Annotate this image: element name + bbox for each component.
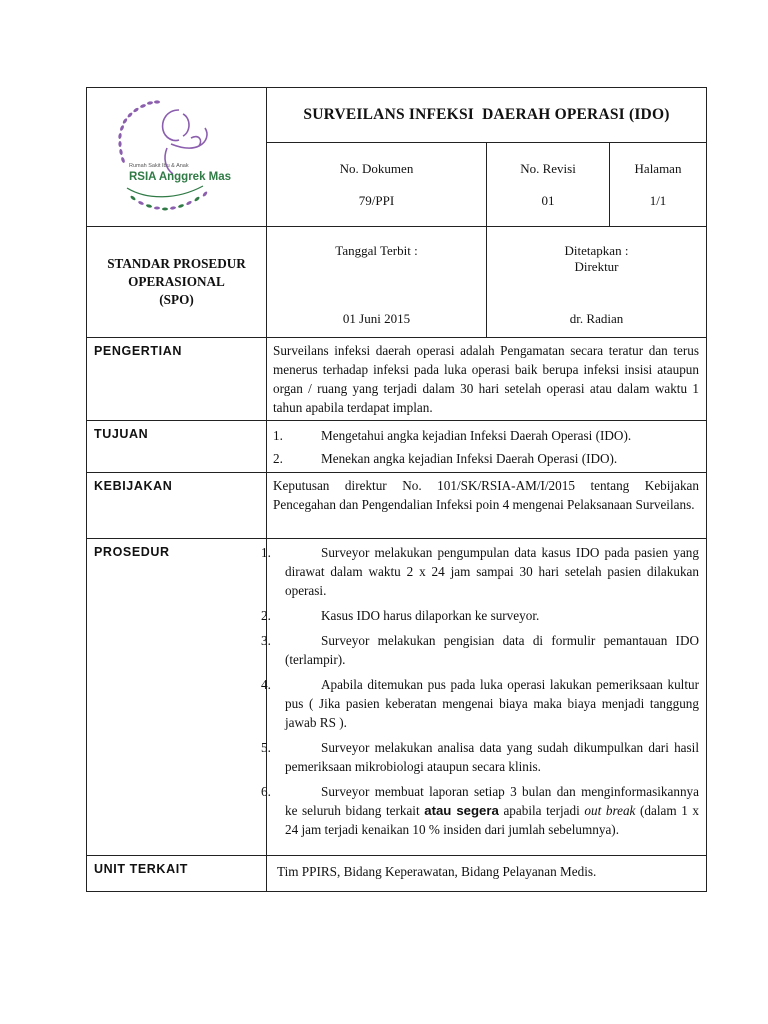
list-item-number: 6. bbox=[261, 784, 271, 799]
list-item bbox=[273, 426, 699, 445]
leaf-arc-purple bbox=[118, 100, 160, 163]
list-item-number: 3. bbox=[261, 633, 271, 648]
list-item-number: 4. bbox=[261, 677, 271, 692]
list-item bbox=[261, 631, 699, 669]
list-item-number: 2. bbox=[261, 608, 271, 623]
logo-small-text: Rumah Sakit Ibu & Anak bbox=[129, 163, 189, 169]
list-item bbox=[261, 606, 699, 625]
tujuan-label: TUJUAN bbox=[87, 421, 267, 473]
pengertian-text: Surveilans infeksi daerah operasi adalah Pengamatan secara teratur dan terus menerus terhadap infeksi pada luka operasi baik berupa infeksi insisi ataupun organ / ruang yang terjadi dalam 30 hari setelah operasi atau dalam waktu 1 tahun apabila terdapat implan. bbox=[267, 338, 707, 421]
no-revisi-label: No. Revisi bbox=[520, 160, 576, 176]
list-item-text-c: (dalam 1 x 24 jam terjadi kenaikan 10 % insiden dari jumlah sebelumnya). bbox=[285, 803, 699, 837]
list-item bbox=[261, 543, 699, 600]
tanggal-terbit-value: 01 Juni 2015 bbox=[342, 311, 411, 326]
list-item bbox=[261, 738, 699, 776]
ditetapkan-role: Direktur bbox=[574, 259, 619, 274]
list-item-italic-text: out break bbox=[584, 803, 636, 818]
kebijakan-text: Keputusan direktur No. 101/SK/RSIA-AM/I/2015 tentang Kebijakan Pencegahan dan Pengendalian Infeksi poin 4 mengenai Pelaksanaan Surveilans. bbox=[267, 473, 707, 539]
list-item-text: Menekan angka kejadian Infeksi Daerah Operasi (IDO). bbox=[321, 451, 618, 466]
list-item-bold-text: atau segera bbox=[424, 803, 499, 818]
prosedur-list bbox=[261, 543, 699, 839]
list-item-text: Mengetahui angka kejadian Infeksi Daerah Operasi (IDO). bbox=[321, 428, 632, 443]
list-item bbox=[261, 782, 699, 839]
list-item-number: 2. bbox=[273, 451, 283, 466]
no-revisi-value: 01 bbox=[541, 192, 555, 208]
list-item-text: Surveyor melakukan pengisian data di formulir pemantauan IDO (terlampir). bbox=[285, 633, 699, 667]
spo-title-line3: (SPO) bbox=[159, 292, 194, 307]
hospital-logo bbox=[87, 88, 266, 226]
prosedur-label: PROSEDUR bbox=[87, 539, 267, 856]
pengertian-label: PENGERTIAN bbox=[87, 338, 267, 421]
list-item-text-a: Surveyor membuat laporan setiap 3 bulan dan menginformasikannya ke seluruh bidang terkait bbox=[285, 784, 699, 818]
list-item bbox=[273, 449, 699, 468]
halaman-cell bbox=[610, 143, 707, 227]
document-title: SURVEILANS INFEKSI DAERAH OPERASI (IDO) bbox=[303, 106, 670, 123]
logo-cell bbox=[87, 88, 267, 227]
ditetapkan-cell bbox=[487, 227, 707, 338]
list-item-number: 5. bbox=[261, 740, 271, 755]
logo-green-curve bbox=[127, 186, 203, 197]
list-item-text: Apabila ditemukan pus pada luka operasi lakukan pemeriksaan kultur pus ( Jika pasien keberatan mengenai biaya maka biaya menjadi tanggung jawab RS ). bbox=[285, 677, 699, 730]
unit-terkait-label: UNIT TERKAIT bbox=[87, 856, 267, 892]
list-item-text: Surveyor melakukan pengumpulan data kasus IDO pada pasien yang dirawat dalam waktu 2 x 24 jam sampai 30 hari setelah pasien dilakukan operasi. bbox=[285, 545, 699, 598]
title-cell bbox=[267, 88, 707, 143]
tanggal-terbit-label: Tanggal Terbit : bbox=[335, 243, 418, 258]
spo-title-cell bbox=[87, 227, 267, 338]
prosedur-list-cell bbox=[261, 539, 707, 856]
spo-title bbox=[87, 255, 266, 309]
logo-hospital-name: RSIA Anggrek Mas bbox=[129, 171, 232, 183]
list-item-number: 1. bbox=[273, 428, 283, 443]
list-item-number: 1. bbox=[261, 545, 271, 560]
halaman-value: 1/1 bbox=[649, 192, 667, 208]
list-item-text-b: apabila terjadi bbox=[498, 803, 585, 818]
spo-title-line2: OPERASIONAL bbox=[128, 274, 225, 289]
list-item-text: Kasus IDO harus dilaporkan ke surveyor. bbox=[321, 608, 540, 623]
no-revisi-cell bbox=[487, 143, 610, 227]
tujuan-list bbox=[273, 426, 699, 468]
spo-title-line1: STANDAR PROSEDUR bbox=[107, 256, 246, 271]
kebijakan-label: KEBIJAKAN bbox=[87, 473, 267, 539]
no-dokumen-cell bbox=[267, 143, 487, 227]
no-dokumen-value: 79/PPI bbox=[358, 192, 395, 208]
halaman-label: Halaman bbox=[634, 160, 682, 176]
list-item-text: Surveyor melakukan analisa data yang sudah dikumpulkan dari hasil pemeriksaan mikrobiologi ataupun secara klinis. bbox=[285, 740, 699, 774]
ditetapkan-name: dr. Radian bbox=[569, 311, 624, 326]
spo-document-table bbox=[86, 87, 707, 892]
ditetapkan-label: Ditetapkan : bbox=[564, 243, 629, 258]
hospital-logo-icon bbox=[87, 88, 265, 226]
no-dokumen-label: No. Dokumen bbox=[339, 160, 414, 176]
unit-terkait-text: Tim PPIRS, Bidang Keperawatan, Bidang Pelayanan Medis. bbox=[267, 856, 707, 892]
tanggal-terbit-cell bbox=[267, 227, 487, 338]
tujuan-list-cell bbox=[267, 421, 707, 473]
list-item bbox=[261, 675, 699, 732]
